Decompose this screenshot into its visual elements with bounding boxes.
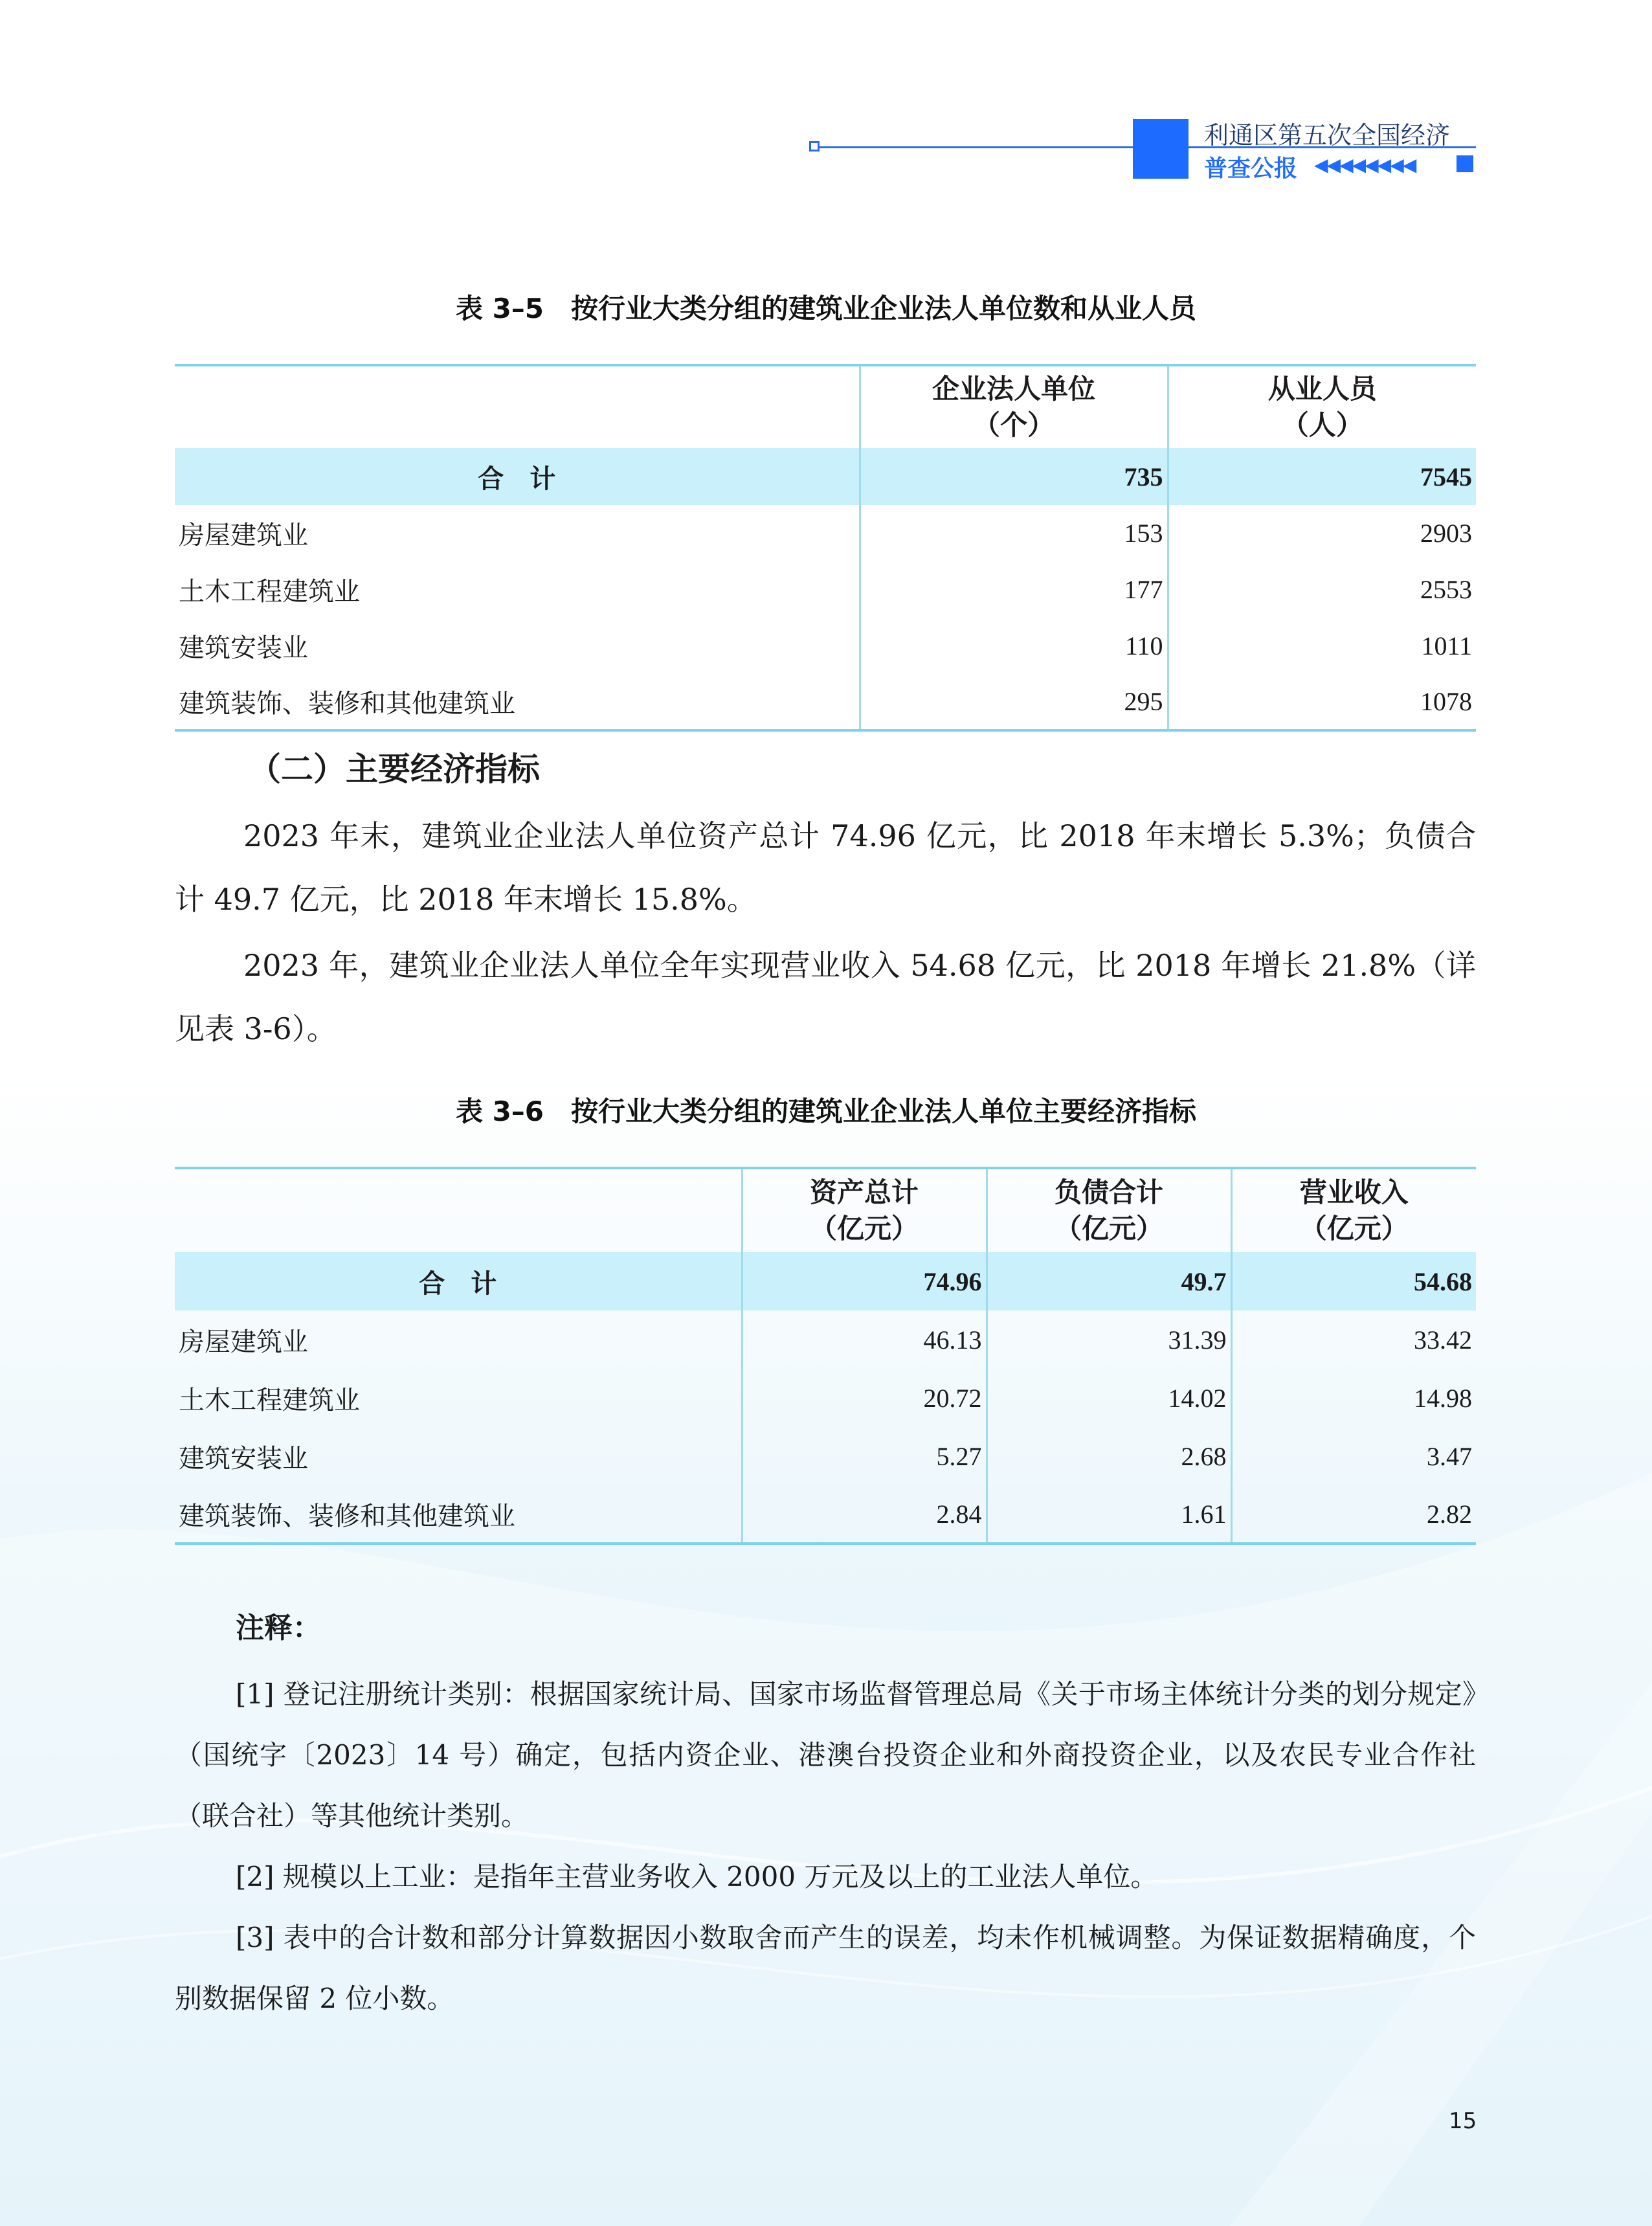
cell-value: 46.13 <box>742 1310 987 1369</box>
cell-value: 5.27 <box>742 1427 987 1485</box>
cell-value: 74.96 <box>742 1252 987 1310</box>
cell-value: 2.68 <box>987 1427 1231 1485</box>
cell-value: 295 <box>860 674 1168 730</box>
table-row <box>175 1427 1476 1485</box>
note-item: [3] 表中的合计数和部分计算数据因小数取舍而产生的误差，均未作机械调整。为保证数据精确度，个别数据保留 2 位小数。 <box>175 1922 1476 2014</box>
cell-value: 49.7 <box>987 1252 1231 1310</box>
table-row <box>175 561 1476 618</box>
table-3-6 <box>175 1167 1476 1545</box>
table-total-row <box>175 1252 1476 1310</box>
header-title: 利通区第五次全国经济 <box>1204 121 1451 150</box>
row-label: 土木工程建筑业 <box>179 1385 360 1415</box>
cell-value: 54.68 <box>1231 1252 1476 1310</box>
cell-value: 1011 <box>1168 618 1476 674</box>
table-3-6-caption: 表 3–6 按行业大类分组的建筑业企业法人单位主要经济指标 <box>455 1096 1197 1127</box>
cell-value: 735 <box>860 448 1168 505</box>
cell-value: 14.98 <box>1231 1369 1476 1427</box>
table-3-5 <box>175 364 1476 732</box>
row-label: 建筑装饰、装修和其他建筑业 <box>175 1485 742 1544</box>
column-header-revenue: 营业收入 （亿元） <box>1231 1168 1476 1252</box>
row-label: 建筑安装业 <box>179 633 308 663</box>
table-row <box>175 674 1476 730</box>
note-item: [1] 登记注册统计类别：根据国家统计局、国家市场监督管理总局《关于市场主体统计分类的划分规定》（国统字〔2023〕14 号）确定，包括内资企业、港澳台投资企业和外商投资企业，以及农民专业合作社（联合社）等其他统计类别。 <box>175 1678 1476 1832</box>
cell-value: 7545 <box>1168 448 1476 505</box>
section-heading: （二）主要经济指标 <box>249 750 540 788</box>
table-row <box>175 505 1476 561</box>
row-label: 合 计 <box>175 448 860 505</box>
table-total-row <box>175 448 1476 505</box>
cell-value: 33.42 <box>1231 1310 1476 1369</box>
row-label: 建筑装饰、装修和其他建筑业 <box>175 674 860 730</box>
table-row <box>175 1485 1476 1544</box>
row-label: 房屋建筑业 <box>179 521 308 550</box>
row-label: 土木工程建筑业 <box>179 577 360 607</box>
cell-value: 2903 <box>1168 505 1476 561</box>
column-header-employees: 从业人员 （人） <box>1168 365 1476 448</box>
page-number: 15 <box>1449 2108 1477 2134</box>
cell-value: 20.72 <box>742 1369 987 1427</box>
cell-value: 3.47 <box>1231 1427 1476 1485</box>
cell-value: 2553 <box>1168 561 1476 618</box>
body-paragraph: 2023 年，建筑业企业法人单位全年实现营业收入 54.68 亿元，比 2018 年增长 21.8%（详见表 3-6）。 <box>175 948 1476 1046</box>
cell-value: 1078 <box>1168 674 1476 730</box>
header-arrows-icon: ◀◀◀◀◀◀◀◀ <box>1314 154 1416 175</box>
cell-value: 14.02 <box>987 1369 1231 1427</box>
header-end-square <box>1457 155 1473 172</box>
header-blue-block <box>1133 119 1189 179</box>
header-square-marker <box>809 141 820 152</box>
cell-value: 2.82 <box>1231 1485 1476 1544</box>
cell-value: 2.84 <box>742 1485 987 1544</box>
cell-value: 177 <box>860 561 1168 618</box>
column-header-assets: 资产总计 （亿元） <box>742 1168 987 1252</box>
row-label: 建筑安装业 <box>179 1443 308 1474</box>
body-paragraph: 2023 年末，建筑业企业法人单位资产总计 74.96 亿元，比 2018 年末增长 5.3%；负债合计 49.7 亿元，比 2018 年末增长 15.8%。 <box>175 818 1476 917</box>
note-item: [2] 规模以上工业：是指年主营业务收入 2000 万元及以上的工业法人单位。 <box>236 1861 1158 1893</box>
header-subtitle: 普查公报 <box>1204 155 1298 182</box>
table-row <box>175 1369 1476 1427</box>
table-row <box>175 1310 1476 1369</box>
cell-value: 1.61 <box>987 1485 1231 1544</box>
cell-value: 153 <box>860 505 1168 561</box>
cell-value: 110 <box>860 618 1168 674</box>
table-header-corner <box>175 365 860 448</box>
page-header <box>809 114 1476 185</box>
row-label: 合 计 <box>175 1252 742 1310</box>
notes-title: 注释： <box>236 1612 321 1645</box>
column-header-units: 企业法人单位 （个） <box>860 365 1168 448</box>
table-row <box>175 618 1476 674</box>
row-label: 房屋建筑业 <box>179 1327 308 1357</box>
table-3-5-caption: 表 3–5 按行业大类分组的建筑业企业法人单位数和从业人员 <box>455 293 1197 324</box>
cell-value: 31.39 <box>987 1310 1231 1369</box>
column-header-liabilities: 负债合计 （亿元） <box>987 1168 1231 1252</box>
table-header-corner <box>175 1168 742 1252</box>
